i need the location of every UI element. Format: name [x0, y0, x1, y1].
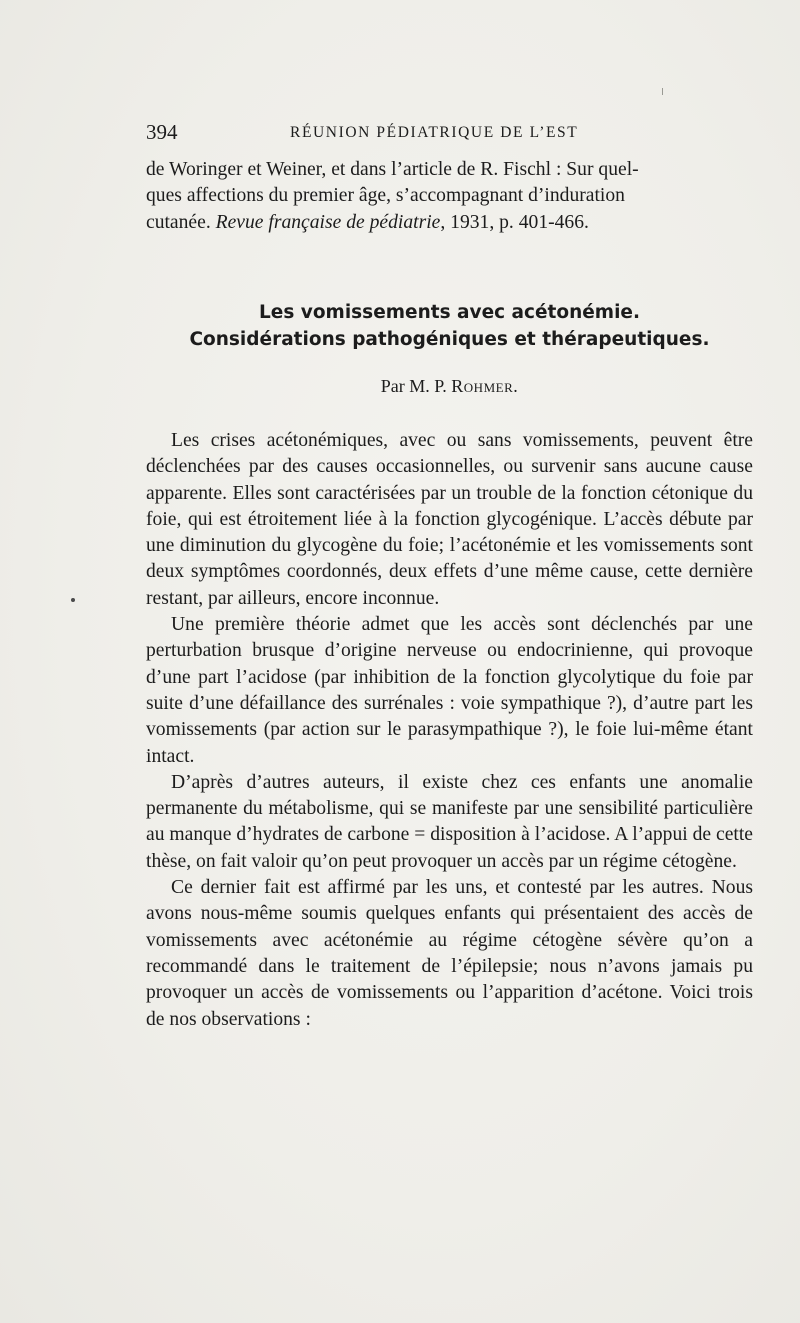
paragraph: Ce dernier fait est affirmé par les uns, et contesté par les autres. Nous avons nous-même soumis quelques enfants qui présentaient des accès de vomissements avec acétonémie au régime cétogène sévère qu’on a recommandé dans le traitement de l’épilepsie; nous n’avons jamais pu provoquer un accès de vomissements ou l’apparition d’acétone. Voici trois de nos observations : [146, 877, 753, 1030]
author-name: Rohmer. [451, 376, 519, 396]
reference-end: , 1931, p. 401-466. [440, 211, 589, 233]
byline-prefix: Par M. P. [380, 376, 452, 396]
running-title: RÉUNION PÉDIATRIQUE DE L’EST [290, 124, 579, 141]
text-line: ques affections du premier âge, s’accompagnant d’induration [146, 185, 625, 207]
text-line: de Woringer et Weiner, et dans l’article de R. Fischl : Sur quel- [146, 159, 639, 180]
previous-article-end [146, 157, 753, 236]
page-header [146, 118, 751, 146]
paragraph: Les crises acétonémiques, avec ou sans vomissements, peuvent être déclenchées par des causes occasionnelles, ou survenir sans aucune cause apparente. Elles sont caractérisées par un trouble de la fonction cétonique du foie, qui est étroitement liée à la fonction glycogénique. L’accès débute par une diminution du glycogène du foie; l’acétonémie et les vomissements sont deux symptômes coordonnés, deux effets d’une même cause, cette dernière restant, par ailleurs, encore inconnue. [146, 430, 753, 609]
paragraph: D’après d’autres auteurs, il existe chez ces enfants une anomalie permanente du métabolisme, qui se manifeste par une sensibilité particulière au manque d’hydrates de carbone = disposition à l’acidose. A l’appui de cette thèse, on fait valoir qu’on peut provoquer un accès par un régime cétogène. [146, 771, 753, 872]
article-title-line-1: Les vomissements avec acétonémie. [259, 302, 640, 323]
page-number: 394 [146, 120, 178, 144]
text-line-reference [146, 210, 753, 236]
margin-mark [71, 598, 75, 602]
scan-speck [662, 88, 663, 95]
paragraph: Une première théorie admet que les accès sont déclenchés par une perturbation brusque d’origine nerveuse ou endocrinienne, qui provoque d’une part l’acidose (par inhibition de la fonction glycolytique du foie par suite d’une défaillance des surrénales : voie sympathique ?), d’autre part les vomissements (par action sur le parasympathique ?), le foie lui-même étant intact. [146, 614, 753, 767]
reference-start: cutanée. [146, 211, 216, 233]
article-body [146, 428, 753, 1033]
article-title-line-2: Considérations pathogéniques et thérapeutiques. [189, 329, 710, 350]
journal-title: Revue française de pédiatrie [215, 211, 441, 233]
article-byline [146, 374, 753, 398]
